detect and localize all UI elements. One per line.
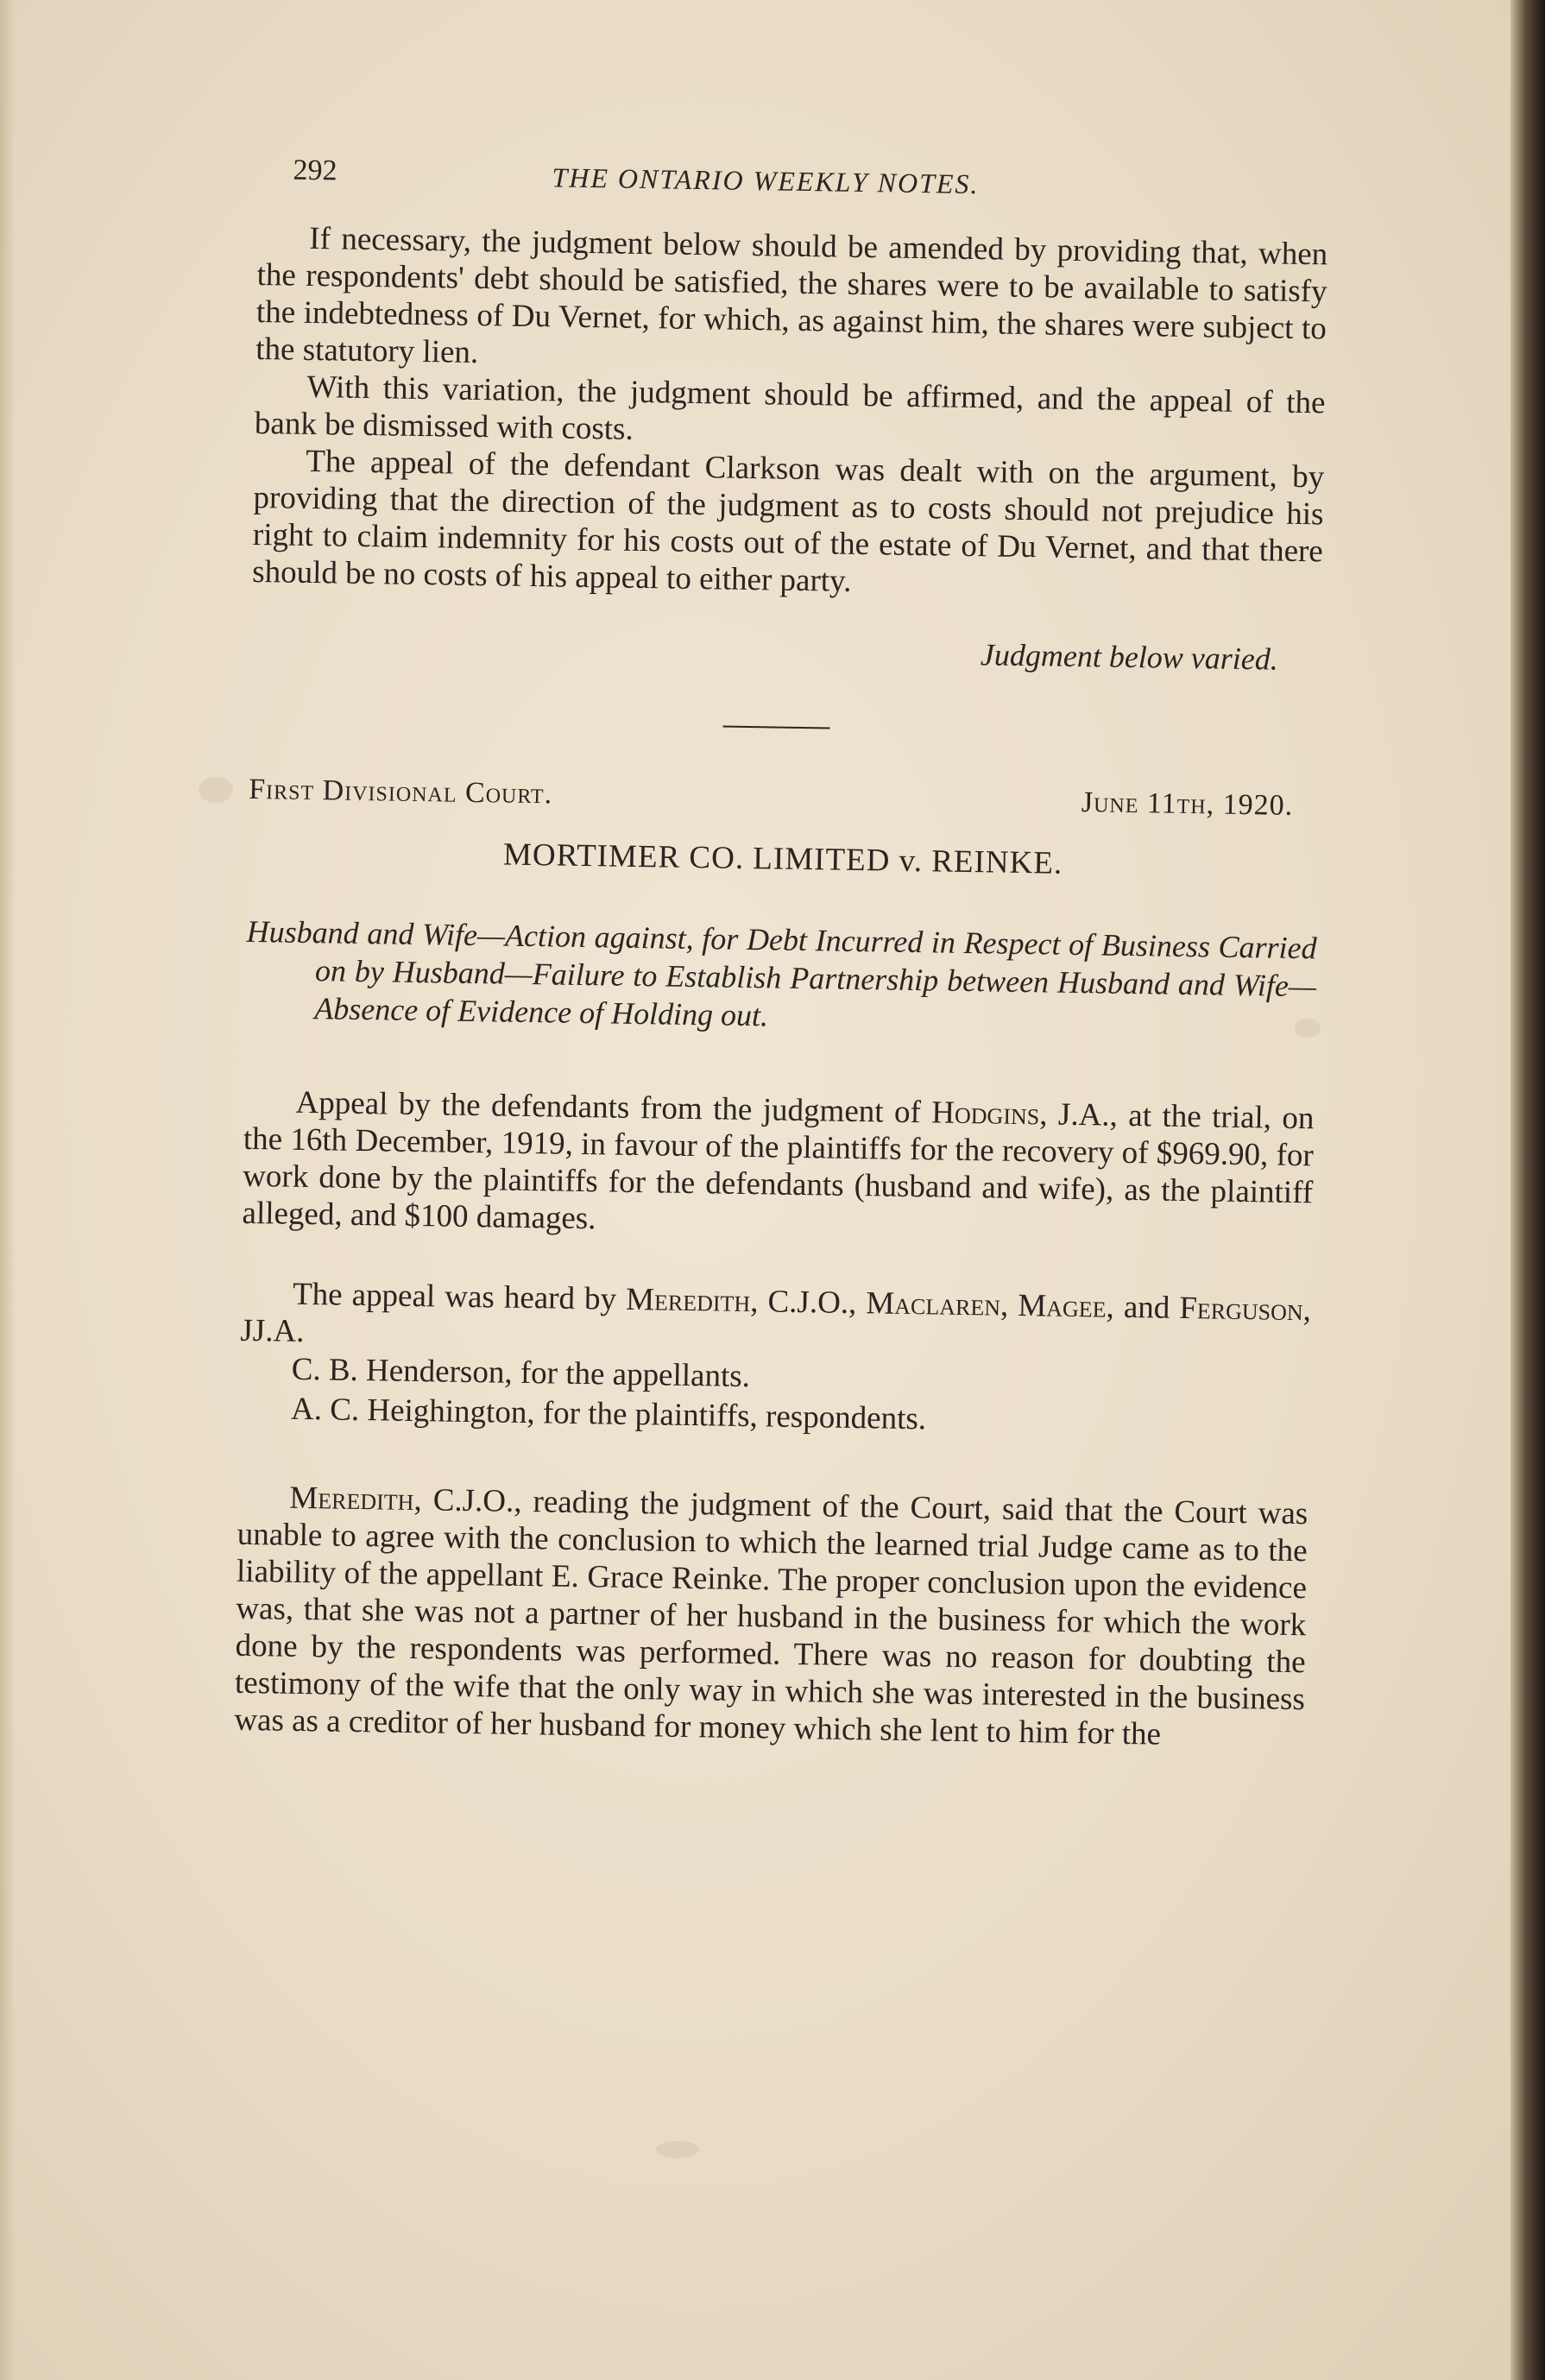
judge-name: Meredith	[289, 1480, 414, 1518]
text: , JJ.A.	[240, 1292, 1312, 1349]
court-date-line	[249, 773, 1319, 823]
text-block	[228, 147, 1329, 2131]
text: , and	[1106, 1289, 1180, 1326]
text: , C.J.O.,	[749, 1284, 867, 1322]
text: , C.J.O., reading the judgment of the Court, said that the Court was unable to agree with the conclusion to which the learned trial Judge came as to the liability of the appellant E. Grace Reinke. The proper conclusion upon the evidence was, that she was not a partner of her husband in the business for which the work done by the respondents was performed. There was no reason for doubting the testimony of the wife that the only way in which she was interested in the business was as a creditor of her husband for money which she lent to him for the	[234, 1482, 1309, 1752]
decision-date: June 11th, 1920.	[1081, 786, 1294, 822]
judge-name: Ferguson	[1179, 1290, 1304, 1329]
judge-name: Meredith	[625, 1281, 751, 1320]
paragraph: If necessary, the judgment below should be amended by providing that, when the respondents' debt should be satisfied, the shares were to be available to satisfy the indebtedness of Du Vernet, for which, as against him, the shares were subject to the statutory lien.	[255, 220, 1328, 371]
counsel-line: A. C. Heighington, for the plaintiffs, respondents.	[290, 1391, 927, 1437]
counsel-line: C. B. Henderson, for the appellants.	[291, 1351, 751, 1395]
headnote: Husband and Wife—Action against, for Debt Incurred in Respect of Business Carried on by Husband—Failure to Establish Partnership between Husband and Wife—Absence of Evidence of Holding out.	[246, 913, 1317, 1033]
text: The appeal was heard by	[292, 1276, 627, 1317]
appeal-paragraph	[242, 1083, 1315, 1248]
section-divider	[723, 726, 830, 729]
journal-title: THE ONTARIO WEEKLY NOTES.	[552, 161, 980, 200]
text: ,	[1000, 1287, 1018, 1323]
text: Appeal by the defendants from the judgment of	[295, 1084, 932, 1131]
previous-case-conclusion	[251, 219, 1328, 678]
paper-spot	[656, 2141, 699, 2158]
judge-name: Hodgins	[931, 1095, 1040, 1133]
opinion-paragraph	[234, 1479, 1309, 1755]
paragraph: With this variation, the judgment should be affirmed, and the appeal of the bank be dismissed with costs.	[254, 369, 1326, 447]
page-left-edge	[0, 0, 16, 2380]
book-spine-shadow	[1510, 0, 1545, 2380]
text: , J.A., at the trial, on the 16th December, 1919, in favour of the plaintiffs for the recovery of $969.90, for work done by the plaintiffs for the defendants (husband and wife), as the plaintiff alleged, and $100 damages.	[242, 1096, 1315, 1237]
running-head	[258, 147, 1329, 224]
case-title: MORTIMER CO. LIMITED v. REINKE.	[502, 836, 1063, 881]
paper-spot	[199, 777, 233, 803]
judgment-result: Judgment below varied.	[980, 637, 1279, 677]
page-number: 292	[293, 154, 337, 187]
court-name: First Divisional Court.	[249, 773, 553, 811]
paragraph: The appeal of the defendant Clarkson was dealt with on the argument, by providing that the direction of the judgment as to costs should not prejudice his right to claim indemnity for his costs out of the estate of Du Vernet, and that there should be no costs of his appeal to either party.	[251, 443, 1325, 599]
judge-name: Maclaren	[866, 1285, 1001, 1323]
judge-name: Magee	[1018, 1287, 1107, 1325]
